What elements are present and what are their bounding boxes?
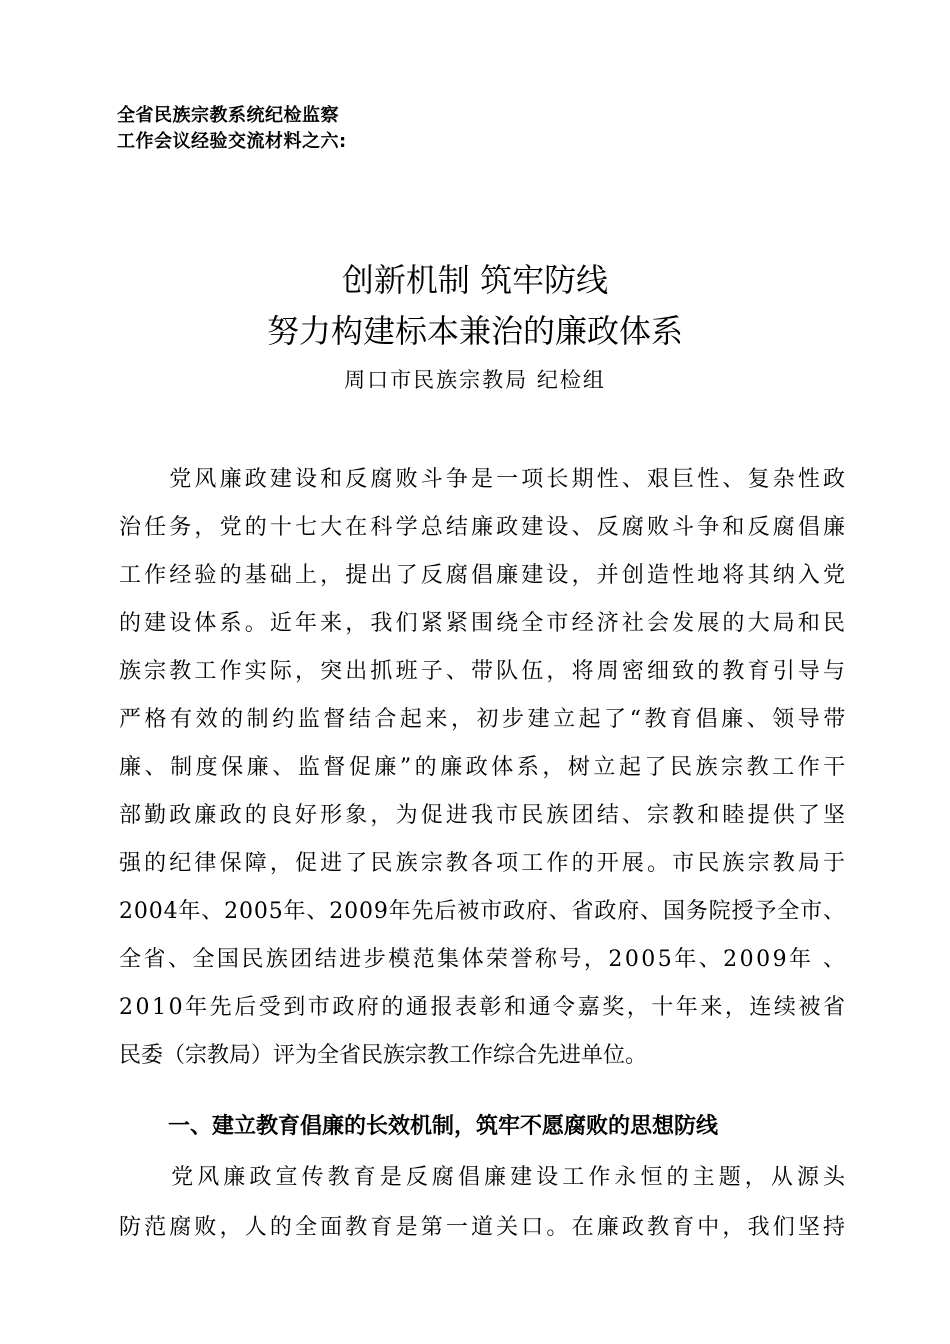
paragraph-line: 2004年、2005年、2009年先后被市政府、省政府、国务院授予全市、 — [119, 899, 846, 924]
paragraph-line: 的建设体系。近年来，我们紧紧围绕全市经济社会发展的大局和民 — [119, 611, 849, 636]
paragraph-line: 工作经验的基础上，提出了反腐倡廉建设，并创造性地将其纳入党 — [119, 563, 849, 588]
paragraph-line: 廉、制度保廉、监督促廉”的廉政体系，树立起了民族宗教工作干 — [119, 755, 849, 780]
paragraph-line: 党风廉政建设和反腐败斗争是一项长期性、艰巨性、复杂性政 — [119, 467, 849, 492]
header-line-1: 全省民族宗教系统纪检监察 — [117, 105, 339, 126]
paragraph-line: 族宗教工作实际，突出抓班子、带队伍，将周密细致的教育引导与 — [119, 659, 849, 684]
document-header — [117, 103, 347, 155]
paragraph-line: 民委（宗教局）评为全省民族宗教工作综合先进单位。 — [119, 1043, 648, 1068]
title-line-1: 创新机制 筑牢防线 — [341, 261, 609, 299]
paragraph-line: 全省、全国民族团结进步模范集体荣誉称号，2005年、2009年 、 — [119, 947, 848, 972]
paragraph-line: 党风廉政宣传教育是反腐倡廉建设工作永恒的主题，从源头 — [119, 1165, 850, 1190]
paragraph-line: 治任务，党的十七大在科学总结廉政建设、反腐败斗争和反腐倡廉 — [119, 515, 849, 540]
paragraph-line: 严格有效的制约监督结合起来，初步建立起了“教育倡廉、领导带 — [119, 707, 849, 732]
paragraph-line: 2010年先后受到市政府的通报表彰和通令嘉奖，十年来，连续被省 — [119, 995, 848, 1020]
header-line-2: 工作会议经验交流材料之六: — [117, 131, 347, 152]
paragraph-line: 强的纪律保障，促进了民族宗教各项工作的开展。市民族宗教局于 — [119, 851, 849, 876]
section-heading-1: 一、建立教育倡廉的长效机制，筑牢不愿腐败的思想防线 — [168, 1114, 719, 1139]
title-line-2: 努力构建标本兼治的廉政体系 — [266, 312, 683, 350]
author-line: 周口市民族宗教局 纪检组 — [344, 368, 606, 392]
paragraph-line: 防范腐败，人的全面教育是第一道关口。在廉政教育中，我们坚持 — [119, 1215, 849, 1240]
paragraph-line: 部勤政廉政的良好形象，为促进我市民族团结、宗教和睦提供了坚 — [119, 803, 849, 828]
